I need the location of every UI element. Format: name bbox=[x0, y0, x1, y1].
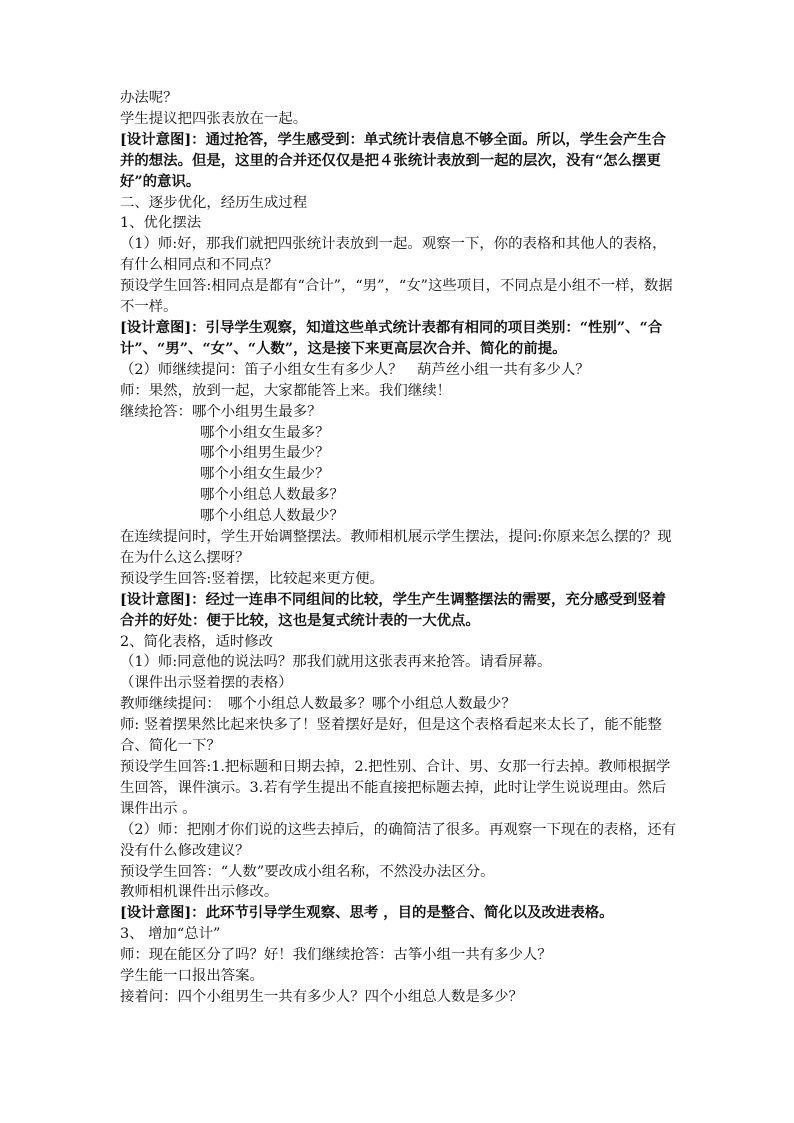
document-body bbox=[120, 88, 680, 1008]
paragraph: 师: 竖着摆果然比起来快多了！竖着摆好是好，但是这个表格看起来太长了，能不能整合、简化一下？ bbox=[120, 717, 662, 755]
paragraph: 预设学生回答：“人数”要改成小组名称，不然没办法区分。 bbox=[120, 863, 495, 880]
paragraph: 哪个小组男生最少？ bbox=[200, 445, 330, 462]
paragraph: 哪个小组总人数最少？ bbox=[200, 508, 344, 525]
paragraph: 2、简化表格，适时修改 bbox=[120, 633, 274, 650]
paragraph: （2）师：把刚才你们说的这些去掉后，的确简洁了很多。再观察一下现在的表格，还有没有什么修改建议？ bbox=[120, 821, 677, 859]
paragraph: 二、逐步优化，经历生成过程 bbox=[120, 194, 308, 211]
paragraph: 师：果然，放到一起，大家都能答上来。我们继续！ bbox=[120, 382, 451, 399]
paragraph: 3、 增加“总计” bbox=[120, 926, 221, 943]
paragraph: 哪个小组女生最多？ bbox=[200, 424, 330, 441]
paragraph: 哪个小组女生最少？ bbox=[200, 466, 330, 483]
paragraph: 办法呢？ bbox=[120, 90, 178, 106]
paragraph: 学生能一口报出答案。 bbox=[120, 968, 264, 985]
design-intent-paragraph: [设计意图]：引导学生观察，知道这些单式统计表都有相同的项目类别：“性别”、“合计”、“男”、“女”、“人数”，这是接下来更高层次合并、简化的前提。 bbox=[120, 318, 663, 357]
paragraph: 教师继续提问： 哪个小组总人数最多？哪个小组总人数最少？ bbox=[120, 696, 516, 713]
design-intent-paragraph: [设计意图]：通过抢答，学生感受到：单式统计表信息不够全面。所以，学生会产生合并的想法。但是，这里的合并还仅仅是把４张统计表放到一起的层次，没有“怎么摆更好”的意识。 bbox=[120, 130, 667, 190]
paragraph: （1）师:同意他的说法吗？那我们就用这张表再来抢答。请看屏幕。 bbox=[120, 654, 552, 671]
paragraph: 师：现在能区分了吗？好！我们继续抢答：古筝小组一共有多少人？ bbox=[120, 947, 552, 964]
paragraph: 预设学生回答:1.把标题和日期去掉，2.把性别、合计、男、女那一行去掉。教师根据学生回答，课件演示。3.若有学生提出不能直接把标题去掉，此时让学生说说理由。然后课件出示 。 bbox=[120, 759, 671, 817]
paragraph: 接着问：四个小组男生一共有多少人？四个小组总人数是多少？ bbox=[120, 988, 523, 1005]
paragraph: 哪个小组总人数最多？ bbox=[200, 487, 344, 504]
paragraph: 预设学生回答:竖着摆，比较起来更方便。 bbox=[120, 570, 384, 587]
paragraph: 学生提议把四张表放在一起。 bbox=[120, 110, 308, 127]
design-intent-paragraph: [设计意图]：经过一连串不同组间的比较，学生产生调整摆法的需要，充分感受到竖着合并的好处：便于比较，这也是复式统计表的一大优点。 bbox=[120, 590, 667, 629]
paragraph: （1）师:好，那我们就把四张统计表放到一起。观察一下，你的表格和其他人的表格，有什么相同点和不同点？ bbox=[120, 236, 667, 274]
paragraph: （2）师继续提问：笛子小组女生有多少人？ 葫芦丝小组一共有多少人？ bbox=[120, 361, 590, 378]
paragraph: 教师相机课件出示修改。 bbox=[120, 884, 279, 901]
paragraph: 继续抢答：哪个小组男生最多？ bbox=[120, 403, 322, 420]
paragraph: 1、优化摆法 bbox=[120, 215, 202, 232]
paragraph: 在连续提问时，学生开始调整摆法。教师相机展示学生摆法，提问:你原来怎么摆的？现在为什么这么摆呀？ bbox=[120, 529, 672, 566]
design-intent-paragraph: [设计意图]：此环节引导学生观察、思考 ，目的是整合、简化以及改进表格。 bbox=[120, 904, 614, 922]
paragraph: 预设学生回答:相同点是都有“合计”，“男”，“女”这些项目，不同点是小组不一样，数据不一样。 bbox=[120, 278, 673, 316]
paragraph: （课件出示竖着摆的表格） bbox=[120, 675, 293, 692]
